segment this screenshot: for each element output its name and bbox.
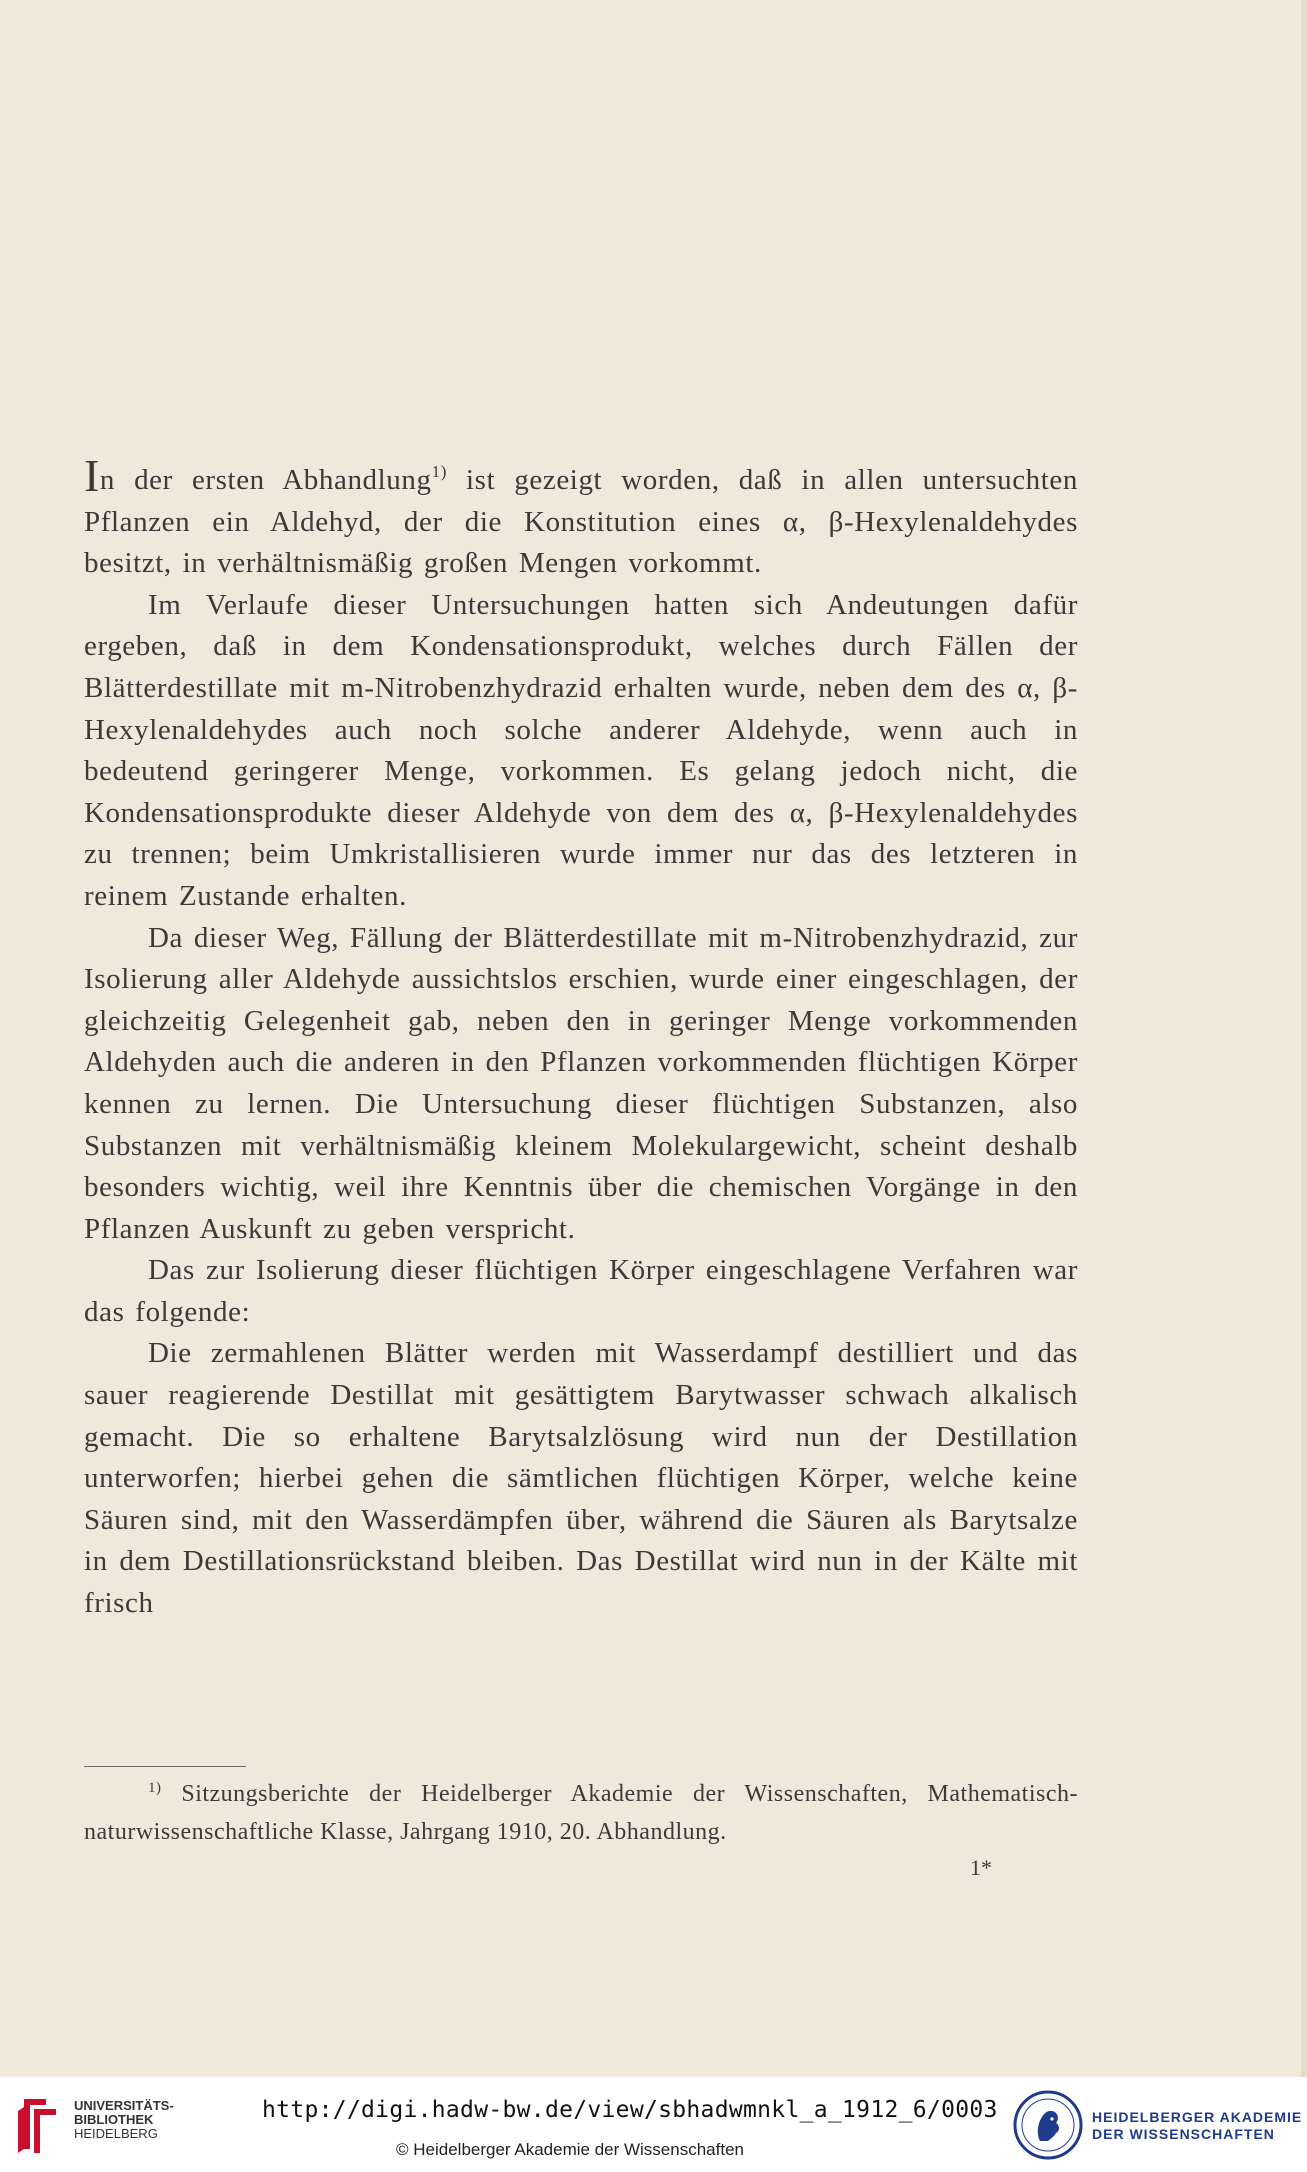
academy-name (1092, 2109, 1302, 2143)
footer-bar (0, 2077, 1307, 2172)
body-text (84, 450, 1078, 1625)
paragraph-4: Das zur Isolierung dieser flüchtigen Körper eingeschlagene Verfahren war das folgende: (84, 1254, 1078, 1328)
library-name-line-1: UNIVERSITÄTS- (74, 2098, 174, 2113)
footnote-reference[interactable]: 1) (431, 462, 447, 481)
footnote (84, 1775, 1078, 1851)
library-name-line-3: HEIDELBERG (74, 2126, 158, 2141)
paragraph-1-text-a: n der ersten Abhandlung (99, 464, 432, 496)
footnote-divider (84, 1766, 246, 1767)
library-name-line-2: BIBLIOTHEK (74, 2112, 154, 2127)
footnote-marker: 1) (148, 1780, 162, 1796)
academy-name-line-1: HEIDELBERGER AKADEMIE (1092, 2109, 1303, 2125)
university-library-logo[interactable] (12, 2091, 68, 2162)
library-logo-icon (12, 2091, 68, 2157)
academy-seal-icon (1012, 2089, 1084, 2161)
academy-name-line-2: DER WISSENSCHAFTEN (1092, 2126, 1275, 2142)
paragraph-2: Im Verlaufe dieser Untersuchungen hatten sich Andeutungen dafür ergeben, daß in dem Kondensationsprodukt, welches durch Fällen der Blätterdestillate mit m-Nitrobenzhydrazid erhalten wurde, neben dem des α, β-Hexylenaldehydes auch noch solche anderer Aldehyde, wenn auch in bedeutend geringerer Menge, vorkommen. Es gelang jedoch nicht, die Kondensationsprodukte dieser Aldehyde von dem des α, β-Hexylenaldehydes zu trennen; beim Umkristallisieren wurde immer nur das des letzteren in reinem Zustande erhalten. (84, 588, 1078, 912)
drop-cap: I (84, 450, 100, 501)
footnote-text: Sitzungsberichte der Heidelberger Akademie der Wissenschaften, Mathematisch-naturwissenschaftliche Klasse, Jahrgang 1910, 20. Abhandlung. (84, 1781, 1078, 1845)
paragraph-1 (84, 450, 1078, 585)
paragraph-3: Da dieser Weg, Fällung der Blätterdestillate mit m-Nitrobenzhydrazid, zur Isolierung aller Aldehyde aussichtslos erschien, wurde einer eingeschlagen, der gleichzeitig Gelegenheit gab, neben den in geringer Menge vorkommenden Aldehyden auch die anderen in den Pflanzen vorkommenden flüchtigen Körper kennen zu lernen. Die Untersuchung dieser flüchtigen Substanzen, also Substanzen mit verhältnismäßig kleinem Molekulargewicht, scheint deshalb besonders wichtig, weil ihre Kenntnis über die chemischen Vorgänge in den Pflanzen Auskunft zu geben verspricht. (84, 921, 1078, 1245)
library-name (74, 2099, 174, 2141)
copyright-notice: © Heidelberger Akademie der Wissenschaften (396, 2140, 744, 2159)
paragraph-5: Die zermahlenen Blätter werden mit Wasserdampf destilliert und das sauer reagierende Destillat mit gesättigtem Barytwasser schwach alkalisch gemacht. Die so erhaltene Barytsalzlösung wird nun der Destillation unterworfen; hierbei gehen die sämtlichen flüchtigen Körper, welche keine Säuren sind, mit den Wasserdämpfen über, während die Säuren als Barytsalze in dem Destillationsrückstand bleiben. Das Destillat wird nun in der Kälte mit frisch (84, 1337, 1078, 1620)
paragraph-1-text-b: ist gezeigt worden, daß in allen untersuchten Pflanzen ein Aldehyd, der die Konstitution eines α, β-Hexylenaldehydes besitzt, in verhältnismäßig großen Mengen vorkommt. (84, 464, 1078, 580)
permalink-url[interactable]: http://digi.hadw-bw.de/view/sbhadwmnkl_a_1912_6/0003 (262, 2097, 998, 2123)
academy-seal[interactable] (1012, 2089, 1084, 2166)
signature-mark: 1* (970, 1855, 992, 1880)
